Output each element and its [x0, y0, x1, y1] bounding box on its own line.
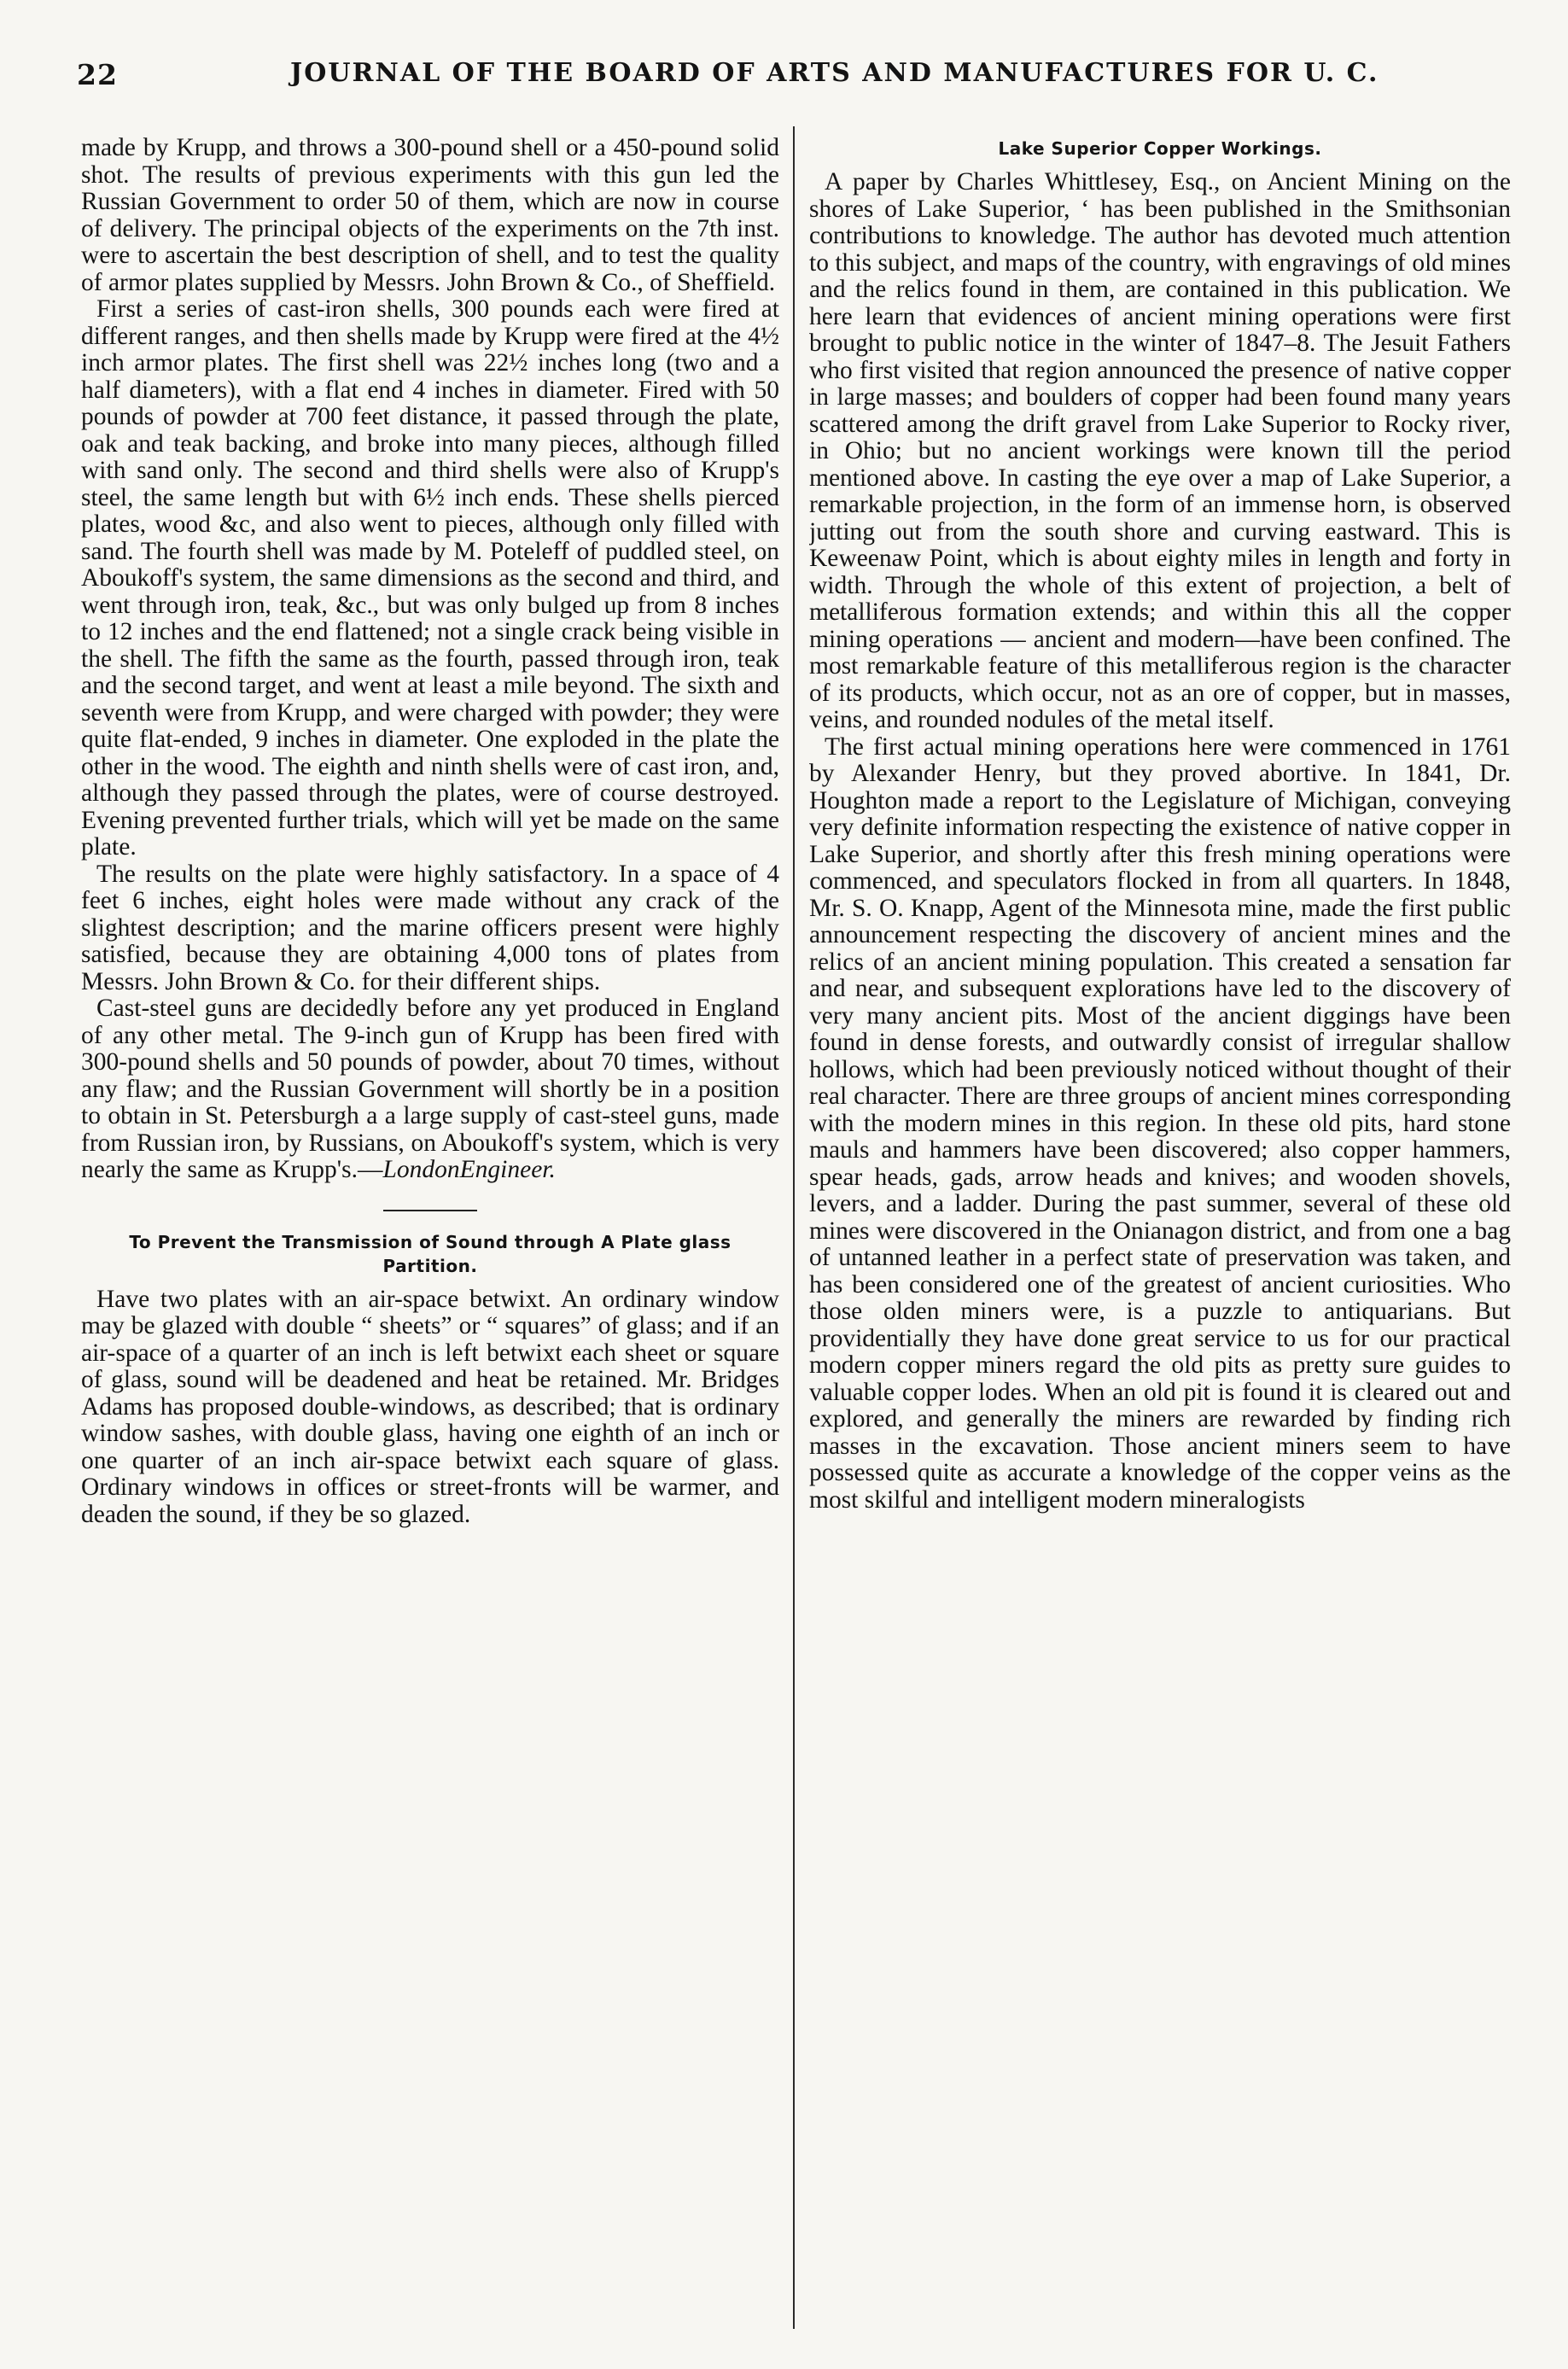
article-paragraph: The first actual mining operations here were commenced in 1761 by Alexander Henry, but they proved abortive. In 1841, Dr. Houghton made a report to the Legislature of Michigan, conveying very definite information respecting the existence of native copper in Lake Superior, and shortly after this fresh mining operations were commenced, and speculators flocked in from all quarters. In 1848, Mr. S. O. Knapp, Agent of the Minnesota mine, made the first public announcement respecting the discovery of ancient mines and the relics of an ancient mining population. This created a sensation far and near, and subsequent explorations have led to the discovery of very many ancient pits. Most of the ancient diggings have been found in dense forests, and outwardly consist of irregular shallow hollows, which had been previously noticed without thought of their real character. There are three groups of ancient mines corresponding with the modern mines in this region. In these old pits, hard stone mauls and hammers have been discovered; also copper hammers, spear heads, gads, arrow heads and knives; and wooden shovels, levers, and a ladder. During the past summer, several of these old mines were discovered in the Onianagon district, and from one a bag of untanned leather in a perfect state of preservation was taken, and has been considered one of the greatest of ancient curiosities. Who those olden miners were, is a puzzle to antiquarians. But providentially they have done great service to us for our practical modern copper miners regard the old pits as pretty sure guides to valuable copper lodes. When an old pit is found it is cleared out and explored, and generally the miners are rewarded by finding rich masses in the excavation. Those ancient miners seem to have possessed quite as accurate a knowledge of the copper veins as the most skilful and intelligent modern mineralogists	[809, 732, 1511, 1514]
running-head: JOURNAL OF THE BOARD OF ARTS AND MANUFACTURES FOR U. C.	[290, 58, 1379, 88]
section-title-sound-transmission: To Prevent the Transmission of Sound through A Plate glass Partition.	[129, 1231, 732, 1276]
article-paragraph-with-credit	[81, 995, 779, 1184]
column-divider	[793, 126, 795, 2329]
article-paragraph: A paper by Charles Whittlesey, Esq., on Ancient Mining on the shores of Lake Superior, ‘ has been published in the Smithsonian contributions to knowledge. The author has devoted much attention to this subject, and maps of the country, with engravings of old mines and the relics found in them, are contained in this publication. We here learn that evidences of ancient mining operations were first brought to public notice in the winter of 1847–8. The Jesuit Fathers who first visited that region announced the presence of native copper in large masses; and boulders of copper had been found many years scattered among the drift gravel from Lake Superior to Rocky river, in Ohio; but no ancient workings were known till the period mentioned above. In casting the eye over a map of Lake Superior, a remarkable projection, in the form of an immense horn, is observed jutting out from the south shore and curving eastward. This is Keweenaw Point, which is about eighty miles in length and forty in width. Through the whole of this extent of projection, a belt of metalliferous formation extends; and within this all the copper mining operations — ancient and modern—have been confined. The most remarkable feature of this metalliferous region is the character of its products, which occur, not as an ore of copper, but in masses, veins, and rounded nodules of the metal itself.	[809, 168, 1511, 733]
source-credit: LondonEngineer.	[382, 1156, 556, 1183]
article-paragraph: First a series of cast-iron shells, 300 pounds each were fired at different ranges, and then shells made by Krupp were fired at the 4½ inch armor plates. The first shell was 22½ inches long (two and a half diameters), with a flat end 4 inches in diameter. Fired with 50 pounds of powder at 700 feet distance, it passed through the plate, oak and teak backing, and broke into many pieces, although filled with sand only. The second and third shells were also of Krupp's steel, the same length but with 6½ inch ends. These shells pierced plates, wood &c, and also went to pieces, although only filled with sand. The fourth shell was made by M. Poteleff of puddled steel, on Aboukoff's system, the same dimensions as the second and third, and went through iron, teak, &c., but was only bulged up from 8 inches to 12 inches and the end flattened; not a single crack being visible in the shell. The fifth the same as the fourth, passed through iron, teak and the second target, and went at least a mile beyond. The sixth and seventh were from Krupp, and were charged with powder; they were quite flat-ended, 9 inches in diameter. One exploded in the plate the other in the wood. The eighth and ninth shells were of cast iron, and, although they passed through the plates, were of course destroyed. Evening prevented further trials, which will yet be made on the same plate.	[81, 295, 779, 861]
page-number: 22	[77, 58, 118, 91]
article-paragraph: made by Krupp, and throws a 300-pound shell or a 450-pound solid shot. The results of previous experiments with this gun led the Russian Government to order 50 of them, which are now in course of delivery. The principal objects of the experiments on the 7th inst. were to ascertain the best description of shell, and to test the quality of armor plates supplied by Messrs. John Brown & Co., of Sheffield.	[81, 135, 779, 296]
page-header	[77, 58, 1528, 109]
article-paragraph-text: Cast-steel guns are decidedly before any yet produced in England of any other metal. The 9-inch gun of Krupp has been fired with 300-pound shells and 50 pounds of powder, about 70 times, without any flaw; and the Russian Government will shortly be in a position to obtain in St. Petersburgh a a large supply of cast-steel guns, made from Russian iron, by Russians, on Aboukoff's system, which is very nearly the same as Krupp's.—	[81, 995, 779, 1183]
section-title-copper-workings: Lake Superior Copper Workings.	[998, 138, 1322, 159]
article-paragraph: Have two plates with an air-space betwixt. An ordinary window may be glazed with double “ sheets” or “ squares” of glass; and if an air-space of a quarter of an inch is left betwixt each sheet or square of glass, sound will be deadened and heat be retained. Mr. Bridges Adams has proposed double-windows, as described; that is ordinary window sashes, with double glass, having one eighth of an inch or one quarter of an inch air-space betwixt each square of glass. Ordinary windows in offices or street-fronts will be warmer, and deaden the sound, if they be so glazed.	[81, 1285, 779, 1528]
right-column	[809, 135, 1511, 2308]
section-divider	[383, 1210, 477, 1211]
article-paragraph: The results on the plate were highly satisfactory. In a space of 4 feet 6 inches, eight holes were made without any crack of the slightest description; and the marine officers present were highly satisfied, because they are obtaining 4,000 tons of plates from Messrs. John Brown & Co. for their different ships.	[81, 860, 779, 995]
left-column	[81, 135, 779, 2308]
